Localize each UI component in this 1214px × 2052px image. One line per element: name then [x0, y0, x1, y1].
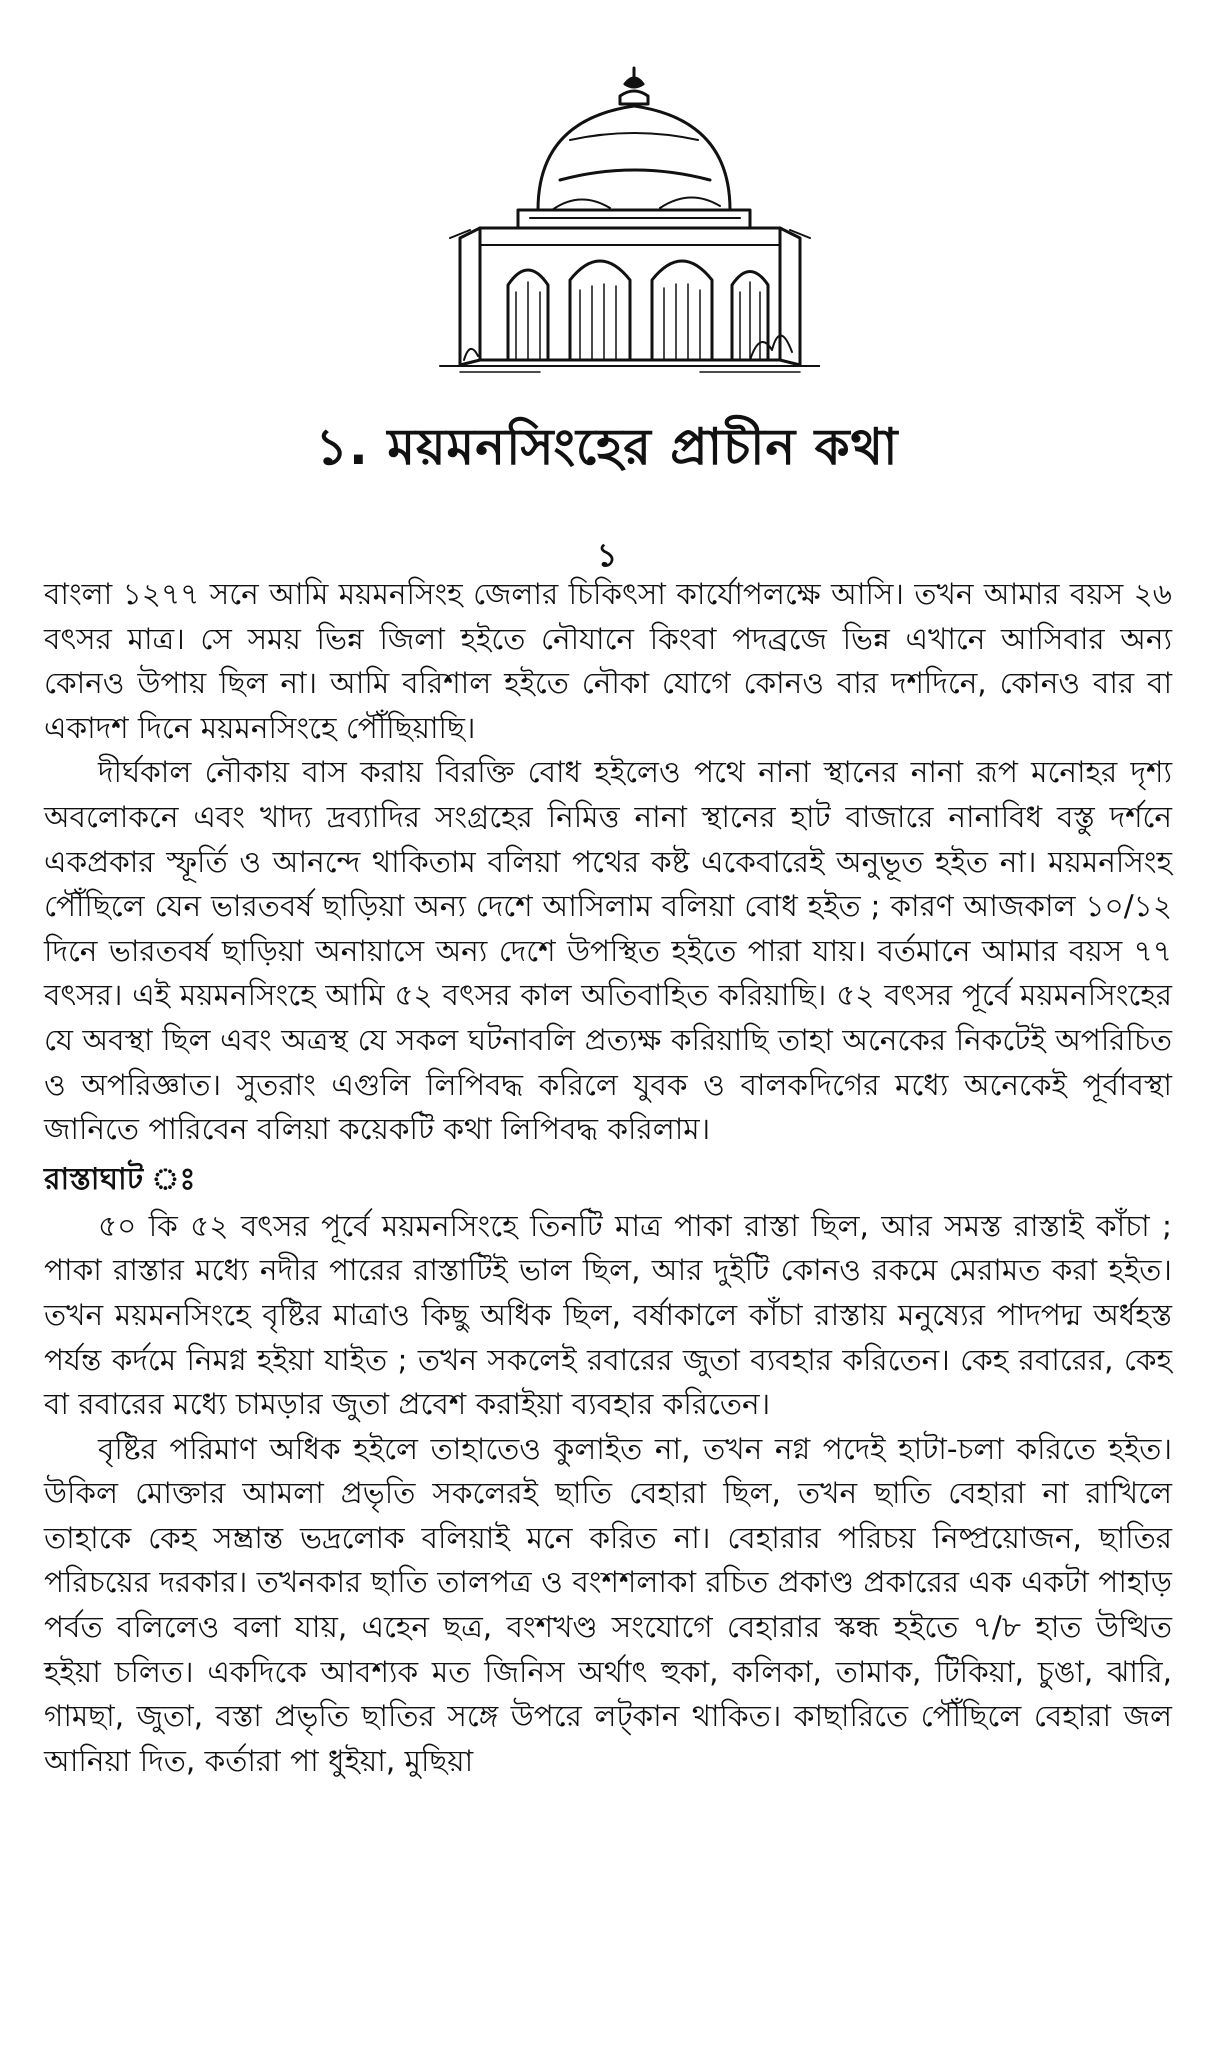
- paragraph: ৫০ কি ৫২ বৎসর পূর্বে ময়মনসিংহে তিনটি মাত্র পাকা রাস্তা ছিল, আর সমস্ত রাস্তাই কাঁচা ; পাকা রাস্তার মধ্যে নদীর পারের রাস্তাটিই ভাল ছিল, আর দুইটি কোনও রকমে মেরামত করা হইত। তখন ময়মনসিংহে বৃষ্টির মাত্রাও কিছু অধিক ছিল, বর্ষাকালে কাঁচা রাস্তায় মনুষ্যের পাদপদ্ম অর্ধহস্ত পর্যন্ত কর্দমে নিমগ্ন হইয়া যাইত ; তখন সকলেই রবারের জুতা ব্যবহার করিতেন। কেহ রবারের, কেহ বা রবারের মধ্যে চামড়ার জুতা প্রবেশ করাইয়া ব্যবহার করিতেন।: [44, 1208, 1172, 1422]
- domed-mausoleum-illustration-icon: [420, 60, 820, 380]
- chapter-title: ১. ময়মনসিংহের প্রাচীন কথা: [315, 418, 899, 476]
- subheading-roads: রাস্তাঘাট ঃ: [44, 1161, 196, 1197]
- paragraph: বৃষ্টির পরিমাণ অধিক হইলে তাহাতেও কুলাইত না, তখন নগ্ন পদেই হাটা-চলা করিতে হইত। উকিল মোক্তার আমলা প্রভৃতি সকলেরই ছাতি বেহারা ছিল, তখন ছাতি বেহারা না রাখিলে তাহাকে কেহ সম্ভ্রান্ত ভদ্রলোক বলিয়াই মনে করিত না। বেহারার পরিচয় নিষ্প্রয়োজন, ছাতির পরিচয়ের দরকার। তখনকার ছাতি তালপত্র ও বংশশলাকা রচিত প্রকাণ্ড প্রকারের এক একটা পাহাড় পর্বত বলিলেও বলা যায়, এহেন ছত্র, বংশখণ্ড সংযোগে বেহারার স্কন্ধ হইতে ৭/৮ হাত উত্থিত হইয়া চলিত। একদিকে আবশ্যক মত জিনিস অর্থাৎ হুকা, কলিকা, তামাক, টিকিয়া, চুঙা, ঝারি, গামছা, জুতা, বস্তা প্রভৃতি ছাতির সঙ্গে উপরে লট্‌কান থাকিত। কাছারিতে পৌঁছিলে বেহারা জল আনিয়া দিত, কর্তারা পা ধুইয়া, মুছিয়া: [44, 1431, 1172, 1778]
- body-text: [44, 572, 1172, 1783]
- section-number: ১: [596, 536, 618, 574]
- paragraph: বাংলা ১২৭৭ সনে আমি ময়মনসিংহ জেলার চিকিৎসা কার্যোপলক্ষে আসি। তখন আমার বয়স ২৬ বৎসর মাত্র। সে সময় ভিন্ন জিলা হইতে নৌযানে কিংবা পদব্রজে ভিন্ন এখানে আসিবার অন্য কোনও উপায় ছিল না। আমি বরিশাল হইতে নৌকা যোগে কোনও বার দশদিনে, কোনও বার বা একাদশ দিনে ময়মনসিংহে পৌঁছিয়াছি।: [44, 577, 1172, 745]
- paragraph: দীর্ঘকাল নৌকায় বাস করায় বিরক্তি বোধ হইলেও পথে নানা স্থানের নানা রূপ মনোহর দৃশ্য অবলোকনে এবং খাদ্য দ্রব্যাদির সংগ্রহের নিমিত্ত নানা স্থানের হাট বাজারে নানাবিধ বস্তু দর্শনে একপ্রকার স্ফূর্তি ও আনন্দে থাকিতাম বলিয়া পথের কষ্ট একেবারেই অনুভূত হইত না। ময়মনসিংহ পৌঁছিলে যেন ভারতবর্ষ ছাড়িয়া অন্য দেশে আসিলাম বলিয়া বোধ হইত ; কারণ আজকাল ১০/১২ দিনে ভারতবর্ষ ছাড়িয়া অনায়াসে অন্য দেশে উপস্থিত হইতে পারা যায়। বর্তমানে আমার বয়স ৭৭ বৎসর। এই ময়মনসিংহে আমি ৫২ বৎসর কাল অতিবাহিত করিয়াছি। ৫২ বৎসর পূর্বে ময়মনসিংহের যে অবস্থা ছিল এবং অত্রস্থ যে সকল ঘটনাবলি প্রত্যক্ষ করিয়াছি তাহা অনেকের নিকটেই অপরিচিত ও অপরিজ্ঞাত। সুতরাং এগুলি লিপিবদ্ধ করিলে যুবক ও বালকদিগের মধ্যে অনেকেই পূর্বাবস্থা জানিতে পারিবেন বলিয়া কয়েকটি কথা লিপিবদ্ধ করিলাম।: [44, 755, 1172, 1147]
